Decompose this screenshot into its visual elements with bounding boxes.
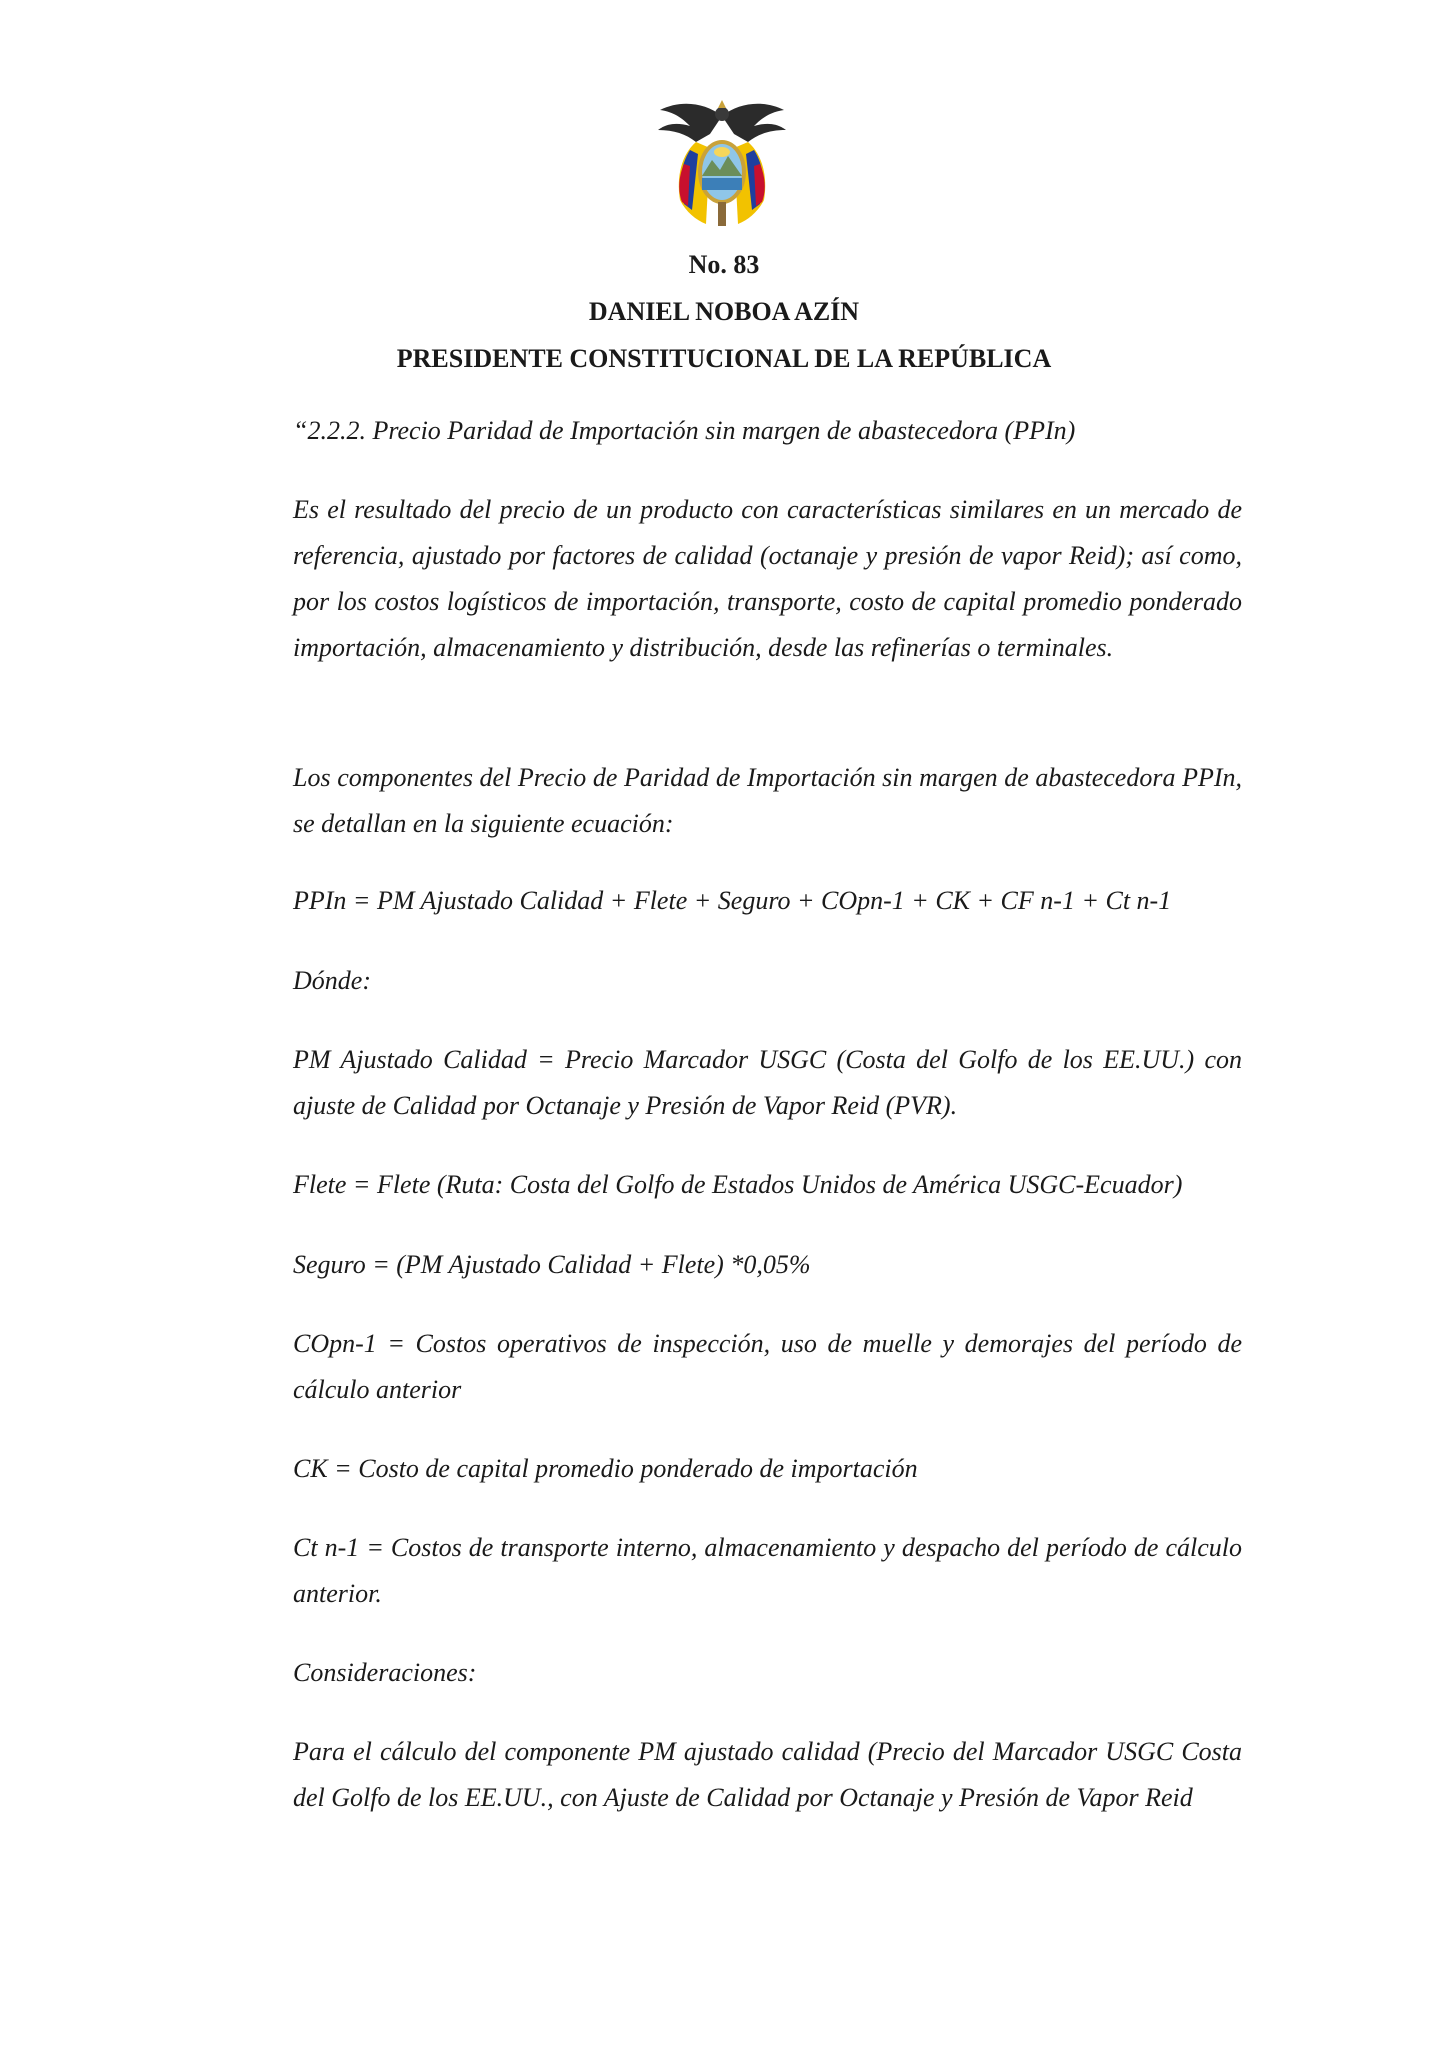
coat-of-arms-emblem — [652, 94, 792, 234]
paragraph-definition: Es el resultado del precio de un producto con características similares en un mercado de referencia, ajustado por factores de calidad (octanaje y presión de vapor Reid); así como, por los costos logísticos de importación, transporte, costo de capital promedio ponderado importación, almacenamiento y distribución, desde las refinerías o terminales. — [293, 495, 1242, 662]
definition-ck: CK = Costo de capital promedio ponderado de importación — [293, 1454, 918, 1483]
paragraph-considerations: Para el cálculo del componente PM ajustado calidad (Precio del Marcador USGC Costa del Golfo de los EE.UU., con Ajuste de Calidad por Octanaje y Presión de Vapor Reid — [293, 1737, 1242, 1812]
section-title: “2.2.2. Precio Paridad de Importación sin margen de abastecedora (PPIn) — [293, 416, 1076, 445]
definition-seguro: Seguro = (PM Ajustado Calidad + Flete) *0,05% — [293, 1250, 811, 1279]
paragraph-components: Los componentes del Precio de Paridad de Importación sin margen de abastecedora PPIn, se detallan en la siguiente ecuación: — [293, 763, 1242, 838]
definition-copn: COpn-1 = Costos operativos de inspección, uso de muelle y demorajes del período de cálculo anterior — [293, 1329, 1242, 1404]
president-title: PRESIDENTE CONSTITUCIONAL DE LA REPÚBLICA — [396, 344, 1052, 373]
equation: PPIn = PM Ajustado Calidad + Flete + Seguro + COpn-1 + CK + CF n-1 + Ct n-1 — [293, 886, 1172, 915]
definition-ct: Ct n-1 = Costos de transporte interno, almacenamiento y despacho del período de cálculo anterior. — [293, 1533, 1242, 1608]
president-name: DANIEL NOBOA AZÍN — [588, 297, 860, 326]
definition-flete: Flete = Flete (Ruta: Costa del Golfo de Estados Unidos de América USGC-Ecuador) — [293, 1170, 1183, 1199]
donde-label: Dónde: — [293, 966, 371, 995]
consideraciones-label: Consideraciones: — [293, 1658, 477, 1687]
definition-pm: PM Ajustado Calidad = Precio Marcador USGC (Costa del Golfo de los EE.UU.) con ajuste de Calidad por Octanaje y Presión de Vapor Reid (PVR). — [293, 1045, 1242, 1120]
decree-number: No. 83 — [688, 250, 760, 279]
